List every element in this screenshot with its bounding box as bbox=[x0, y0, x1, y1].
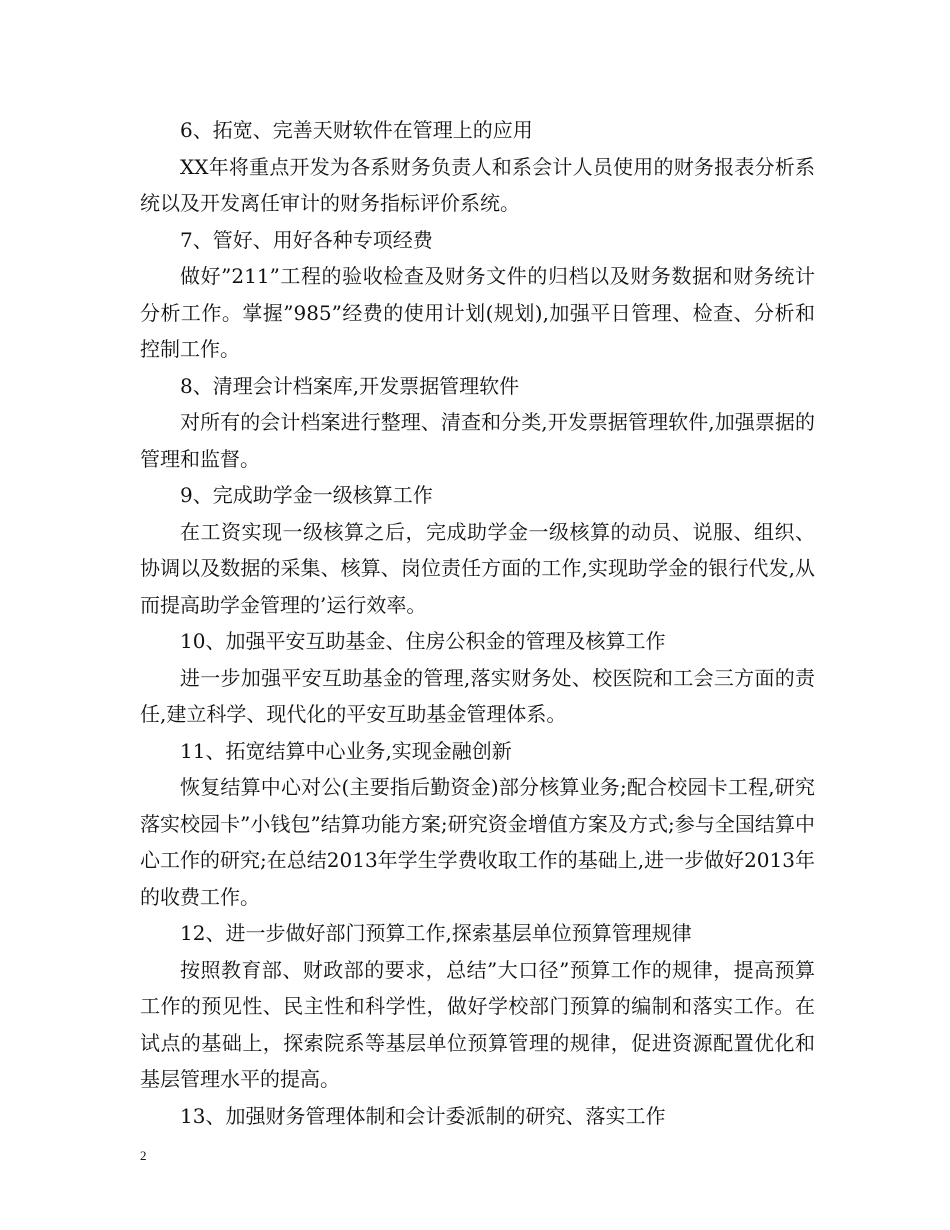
heading-item-13: 13、加强财务管理体制和会计委派制的研究、落实工作 bbox=[180, 1103, 666, 1128]
document-body bbox=[140, 112, 815, 1134]
heading-item-8: 8、清理会计档案库,开发票据管理软件 bbox=[180, 373, 520, 398]
page-number: 2 bbox=[140, 1148, 147, 1163]
body-paragraph: 在工资实现一级核算之后，完成助学金一级核算的动员、说服、组织、协调以及数据的采集、核算、岗位责任方面的工作,实现助学金的银行代发,从而提高助学金管理的’运行效率。 bbox=[140, 519, 815, 617]
heading-item-11: 11、拓宽结算中心业务,实现金融创新 bbox=[180, 738, 512, 763]
heading-item-9: 9、完成助学金一级核算工作 bbox=[180, 483, 433, 507]
heading-item-7: 7、管好、用好各种专项经费 bbox=[180, 227, 433, 252]
heading-item-10: 10、加强平安互助基金、住房公积金的管理及核算工作 bbox=[180, 629, 666, 653]
heading-item-12: 12、进一步做好部门预算工作,探索基层单位预算管理规律 bbox=[180, 921, 692, 945]
body-paragraph: 对所有的会计档案进行整理、清查和分类,开发票据管理软件,加强票据的管理和监督。 bbox=[140, 410, 815, 471]
body-paragraph: XX年将重点开发为各系财务负责人和系会计人员使用的财务报表分析系统以及开发离任审计的财务指标评价系统。 bbox=[140, 154, 815, 215]
body-paragraph: 做好”211”工程的验收检查及财务文件的归档以及财务数据和财务统计分析工作。掌握”985”经费的使用计划(规划),加强平日管理、检查、分析和控制工作。 bbox=[140, 264, 815, 361]
body-paragraph: 恢复结算中心对公(主要指后勤资金)部分核算业务;配合校园卡工程,研究落实校园卡”小钱包”结算功能方案;研究资金增值方案及方式;参与全国结算中心工作的研究;在总结2013年学生学费收取工作的基础上,进一步做好2013年的收费工作。 bbox=[140, 775, 815, 909]
heading-item-6: 6、拓宽、完善天财软件在管理上的应用 bbox=[180, 118, 533, 142]
body-paragraph: 进一步加强平安互助基金的管理,落实财务处、校医院和工会三方面的责任,建立科学、现代化的平安互助基金管理体系。 bbox=[140, 665, 815, 726]
body-paragraph: 按照教育部、财政部的要求，总结”大口径”预算工作的规律，提高预算工作的预见性、民主性和科学性，做好学校部门预算的编制和落实工作。在试点的基础上，探索院系等基层单位预算管理的规律，促进资源配置优化和基层管理水平的提高。 bbox=[140, 957, 815, 1091]
